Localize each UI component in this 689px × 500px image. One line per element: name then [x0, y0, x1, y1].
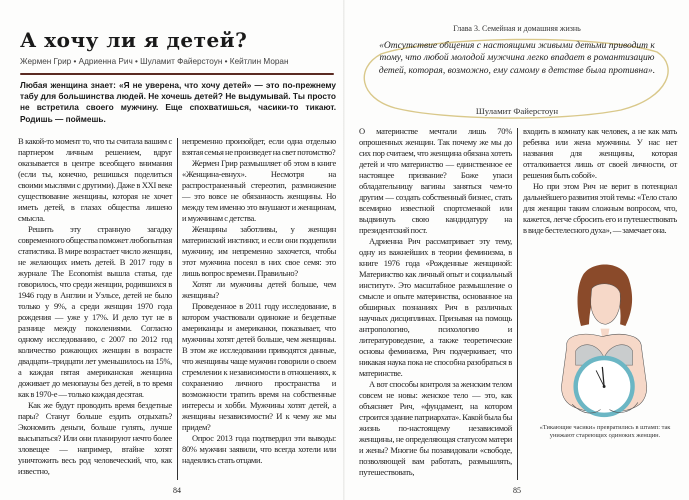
paragraph: Опрос 2013 года подтвердил эти выводы: 80% мужчин заявили, что всегда хотели или надеялись стать отцами. — [182, 433, 336, 465]
right-page — [345, 0, 689, 500]
left-column-2 — [182, 136, 336, 466]
authors-line: Жермен Грир • Адриенна Рич • Шуламит Файерстоун • Кейтлин Моран — [20, 57, 289, 66]
paragraph: Адриенна Рич рассматривает эту тему, одну из важнейших в теории феминизма, в книге 1976 года «Рожденные женщиной: Материнство как личный опыт и социальный институт». Это масштабное размышление о смысле и опыте материнства, основанное на обширных познаниях Рич в различных научных дисциплинах. Призывая на помощь антропологию, психологию и литературоведение, а также теоретические основы феминизма, Рич подчеркивает, что никакая наука пока не способна разобраться в материнстве. — [359, 236, 512, 378]
paragraph: В какой-то момент то, что ты считала вашим с партнером личным решением, вдруг оказывается в центре всеобщего внимания (если ты, конечно, решишься поделиться своими мыслями с другими). Даже в XXI веке существование женщины, которая не хочет иметь детей, в глазах общества лишено смысла. — [18, 136, 172, 223]
left-column-1 — [18, 136, 172, 477]
paragraph: Женщины заботливы, у женщин материнский инстинкт, и если они подцепили мужчину, им непременно захочется, чтобы этот мужчина посеял в них свое семя: это лишь вопрос времени. Правильно? — [182, 224, 336, 278]
paragraph: А вот способы контроля за женским телом совсем не новы: женское тело — это, как объясняет Рич, «фундамент, на котором строится здание патриархата». Какой была бы жизнь по-настоящему независимой женщины, не определяющая статусом матери и жены? Многие бы позавидовали «свободе, позволяющей вам работать, размышлять, путешествовать, — [359, 379, 512, 477]
lead-paragraph: Любая женщина знает: «Я не уверена, что хочу детей» — это по-прежнему табу для большинства людей. Не хочешь детей? Не выдумывай. Ты просто не встретила своего мужчину. Еще спохватишься, часики-то тикают. Родишь — поймешь. — [20, 80, 336, 124]
quote-author: Шуламит Файерстоун — [475, 106, 559, 116]
illustration-caption: «Тикающие часики» превратились в штамп: так унижают стареющих одиноких женщин. — [539, 424, 671, 440]
paragraph: Проведенное в 2011 году исследование, в котором участвовали одинокие и бездетные американцы и американки, показывает, что мужчины хотят детей больше, чем женщины. В этом же исследовании приводятся данные, что женщины чаще мужчин говорили о своем стремлении к независимости в отношениях, к сохранению личного пространства и возможности тратить время на собственные интересы и хобби. Мужчины хотят детей, а женщины независимости? И к чему же мы придем? — [182, 301, 336, 432]
paragraph: Жермен Грир размышляет об этом в книге «Женщина-евнух». Несмотря на распространенный стереотип, размножение — это вовсе не обязанность женщины. Но между тем именно это внушают и женщинам, и мужчинам с детства. — [182, 158, 336, 223]
paragraph: Решить эту странную загадку современного общества поможет любопытная статистика. В мире возрастает число женщин, не желающих иметь детей. В 2017 году в журнале The Economist вышла статья, где говорилось, что среди женщин, родившихся в 1946 году в Англии и Уэльсе, детей не было только у 9%, а среди женщин 1970 года рождения — уже у 17%. И дело тут не в разнице между поколениями. Согласно одному исследованию, с 2007 по 2012 год количество рожающих женщин в возрасте двадцати–тридцати лет уменьшилось на 15%, а каждая пятая американская женщина доживает до менопаузы без детей, в то время как в 1970-е — только каждая десятая. — [18, 224, 172, 399]
paragraph: непременно произойдет, если одна отдельно взятая семья не произведет на свет потомство? — [182, 136, 336, 157]
running-head: Глава 3. Семейная и домашняя жизнь — [453, 24, 581, 33]
paragraph: Но при этом Рич не верит в потенциал дальнейшего развития этой темы: «Тело стало для женщин таким сложным вопросом, что, кажется, легче сбросить его и путешествовать в виде бестелесного духа», — замечает она. — [523, 181, 677, 235]
paragraph: входить в комнату как человек, а не как мать ребенка или жена мужчины. У нас нет названия для женщины, которая отталкивается лишь от своей личности, от решения быть собой». — [523, 126, 677, 180]
paragraph: Как же будут проводить время бездетные пары? Станут больше ездить отдыхать? Экономить деньги, больше гулять, лучше высыпаться? Или они планируют нечто более зловещее — например, втайне хотят уничтожить весь род человеческий, что, как известно, — [18, 400, 172, 476]
right-column-1 — [359, 126, 512, 478]
column-divider — [517, 128, 518, 480]
page-number: 84 — [173, 486, 181, 495]
right-column-2 — [523, 126, 677, 236]
paragraph: Хотят ли мужчины детей больше, чем женщины? — [182, 279, 336, 300]
woman-with-clock-illustration — [547, 262, 663, 422]
pull-quote: «Отсутствие общения с настоящими живыми детьми приводит к тому, что любой молодой мужчина легко впадает в романтизацию детей, которая, возможно, ему самому в детстве была противна». — [378, 41, 656, 76]
title-divider — [20, 73, 334, 75]
chapter-title: А хочу ли я детей? — [20, 28, 248, 52]
page-number: 85 — [513, 486, 521, 495]
column-divider — [177, 138, 178, 480]
paragraph: О материнстве мечтали лишь 70% опрошенных женщин. Так почему же мы до сих пор считаем, что женщина обязана хотеть детей и что материнство — единственное ее настоящее призвание? Боже упаси обладательницу вагины заняться чем-то другим — создать собственный бизнес, стать всемирно известной спортсменкой или выдвинуть свою кандидатуру на президентский пост. — [359, 126, 512, 235]
left-page — [0, 0, 344, 500]
